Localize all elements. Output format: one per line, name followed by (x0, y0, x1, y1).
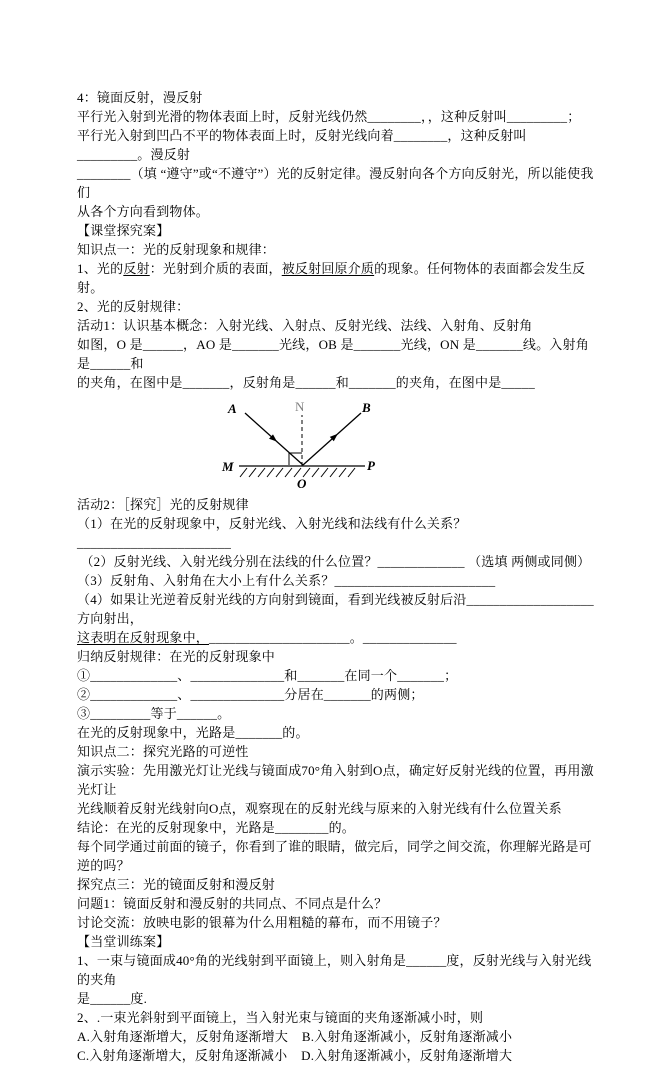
text-segment: 的夹角，在图中是_______，反射角是______和_______的夹角，在图中是_____ (77, 375, 535, 390)
doc-line-12 (77, 373, 595, 392)
label-p-mirror-right: P (367, 458, 375, 473)
text-segment: ②_____________、______________分居在_______的两侧； (77, 687, 424, 702)
document-body (77, 88, 595, 1065)
label-a-incident: A (228, 401, 237, 416)
doc-line-11 (77, 335, 595, 373)
doc-line-16 (77, 552, 595, 571)
text-segment: 归纳反射规律：在光的反射现象中 (77, 649, 276, 664)
text-segment: （4）如果让光逆着反射光线的方向射到镜面，看到光线被反射后沿___________________方向射出， (77, 592, 594, 626)
doc-line-10 (77, 316, 595, 335)
doc-line-2 (77, 107, 595, 126)
doc-line-4 (77, 164, 595, 202)
label-o-incidence-point: O (297, 476, 307, 491)
doc-line-20 (77, 647, 595, 666)
text-segment: 每个同学通过前面的镜子，你看到了谁的眼睛，做完后，同学之间交流，你理解光路是可逆的吗？ (77, 839, 592, 873)
text-segment: 探究点三：光的镜面反射和漫反射 (77, 877, 276, 892)
doc-line-36 (77, 1008, 595, 1027)
doc-line-28 (77, 818, 595, 837)
text-segment: 在光的反射现象中，光路是_______的。 (77, 725, 309, 740)
doc-line-7 (77, 240, 595, 259)
text-segment: 。 (349, 630, 363, 645)
text-segment: ：光射到介质的表面， (149, 261, 282, 276)
doc-line-29 (77, 837, 595, 875)
doc-line-37 (77, 1027, 595, 1046)
text-segment: 如图，O 是______，AO 是_______光线，OB 是_______光线，ON 是_______线。入射角是______和 (77, 337, 589, 371)
doc-line-9 (77, 297, 595, 316)
reflection-diagram (215, 395, 595, 493)
doc-line-32 (77, 913, 595, 932)
label-m-mirror-left: M (222, 459, 234, 474)
text-segment: 结论：在光的反射现象中，光路是________的。 (77, 820, 356, 835)
text-segment: ③_________等于______。 (77, 706, 231, 721)
doc-line-30 (77, 875, 595, 894)
text-segment: 【课堂探究案】 (77, 223, 170, 238)
doc-line-6 (77, 221, 595, 240)
text-segment: 活动2：［探究］光的反射规律 (77, 497, 249, 512)
doc-line-21 (77, 666, 595, 685)
text-segment: 4：镜面反射，漫反射 (77, 90, 203, 105)
doc-line-3 (77, 126, 595, 164)
text-segment: 演示实验：先用激光灯让光线与镜面成70°角入射到O点，确定好反射光线的位置，再用激光灯让 (77, 763, 594, 797)
reflection-diagram-svg (215, 395, 383, 493)
doc-line-31 (77, 894, 595, 913)
text-segment: 平行光入射到凹凸不平的物体表面上时，反射光线向着________，这种反射叫_________。漫反射 (77, 128, 527, 162)
label-b-reflected: B (362, 400, 371, 415)
doc-line-24 (77, 723, 595, 742)
doc-line-22 (77, 685, 595, 704)
doc-line-8 (77, 259, 595, 297)
underlined-text: 被反射回原介质 (281, 261, 375, 276)
doc-line-26 (77, 761, 595, 799)
text-segment: ________（填 “遵守”或“不遵守”）光的反射定律。漫反射向各个方向反射光，所以能使我们 (77, 166, 594, 200)
doc-line-1 (77, 88, 595, 107)
text-segment: 从各个方向看到物体。 (77, 204, 210, 219)
text-segment: （1）在光的反射现象中，反射光线、入射光线和法线有什么关系？_______________________ (77, 516, 467, 550)
text-segment: A.入射角逐渐增大，反射角逐渐增大 B.入射角逐渐减小，反射角逐渐减小 (77, 1029, 513, 1044)
text-segment: 是______度. (77, 991, 148, 1006)
doc-line-15 (77, 514, 595, 552)
label-n-normal: N (295, 399, 305, 414)
text-segment: 1、一束与镜面成40°角的光线射到平面镜上，则入射角是______度，反射光线与入射光线的夹角 (77, 953, 592, 987)
text-segment: 知识点二：探究光路的可逆性 (77, 744, 249, 759)
doc-line-38 (77, 1046, 595, 1065)
text-segment: C.入射角逐渐增大，反射角逐渐减小 D.入射角逐渐减小，反射角逐渐增大 (77, 1048, 513, 1063)
doc-line-35 (77, 989, 595, 1008)
doc-line-23 (77, 704, 595, 723)
text-segment: 讨论交流：放映电影的银幕为什么用粗糙的幕布，而不用镜子？ (77, 915, 447, 930)
text-segment: 【当堂训练案】 (77, 934, 170, 949)
text-segment: 知识点一：光的反射现象和规律： (77, 242, 276, 257)
text-segment: 2、光的反射规律： (77, 299, 190, 314)
text-segment: （2）反射光线、入射光线分别在法线的什么位置？_____________ （选填 两侧或同侧） (77, 554, 591, 569)
text-segment: 活动1：认识基本概念：入射光线、入射点、反射光线、法线、入射角、反射角 (77, 318, 533, 333)
doc-line-5 (77, 202, 595, 221)
underlined-text: 这表明在反射现象中， (77, 630, 210, 645)
text-segment: 2、.一束光斜射到平面镜上，当入射光束与镜面的夹角逐渐减小时，则 (77, 1010, 484, 1025)
doc-line-25 (77, 742, 595, 761)
text-segment: ①_____________、______________和_______在同一个_______； (77, 668, 458, 683)
text-segment: 问题1：镜面反射和漫反射的共同点、不同点是什么？ (77, 896, 388, 911)
doc-line-34 (77, 951, 595, 989)
text-segment: _____________________ (209, 630, 350, 645)
text-segment: 光线顺着反射光线射向O点，观察现在的反射光线与原来的入射光线有什么位置关系 (77, 801, 562, 816)
text-segment: ______________ (362, 630, 457, 645)
doc-line-17 (77, 571, 595, 590)
doc-line-27 (77, 799, 595, 818)
doc-line-19 (77, 628, 595, 647)
text-segment: （3）反射角、入射角在大小上有什么关系？________________________ (77, 573, 496, 588)
text-segment: 1、光的 (77, 261, 124, 276)
underlined-text: 反射 (123, 261, 150, 276)
doc-line-14 (77, 495, 595, 514)
text-segment: 的现象。任何物体的表面都会发生反射。 (77, 261, 586, 295)
doc-line-18 (77, 590, 595, 628)
text-segment: 平行光入射到光滑的物体表面上时，反射光线仍然________，，这种反射叫_________； (77, 109, 581, 124)
